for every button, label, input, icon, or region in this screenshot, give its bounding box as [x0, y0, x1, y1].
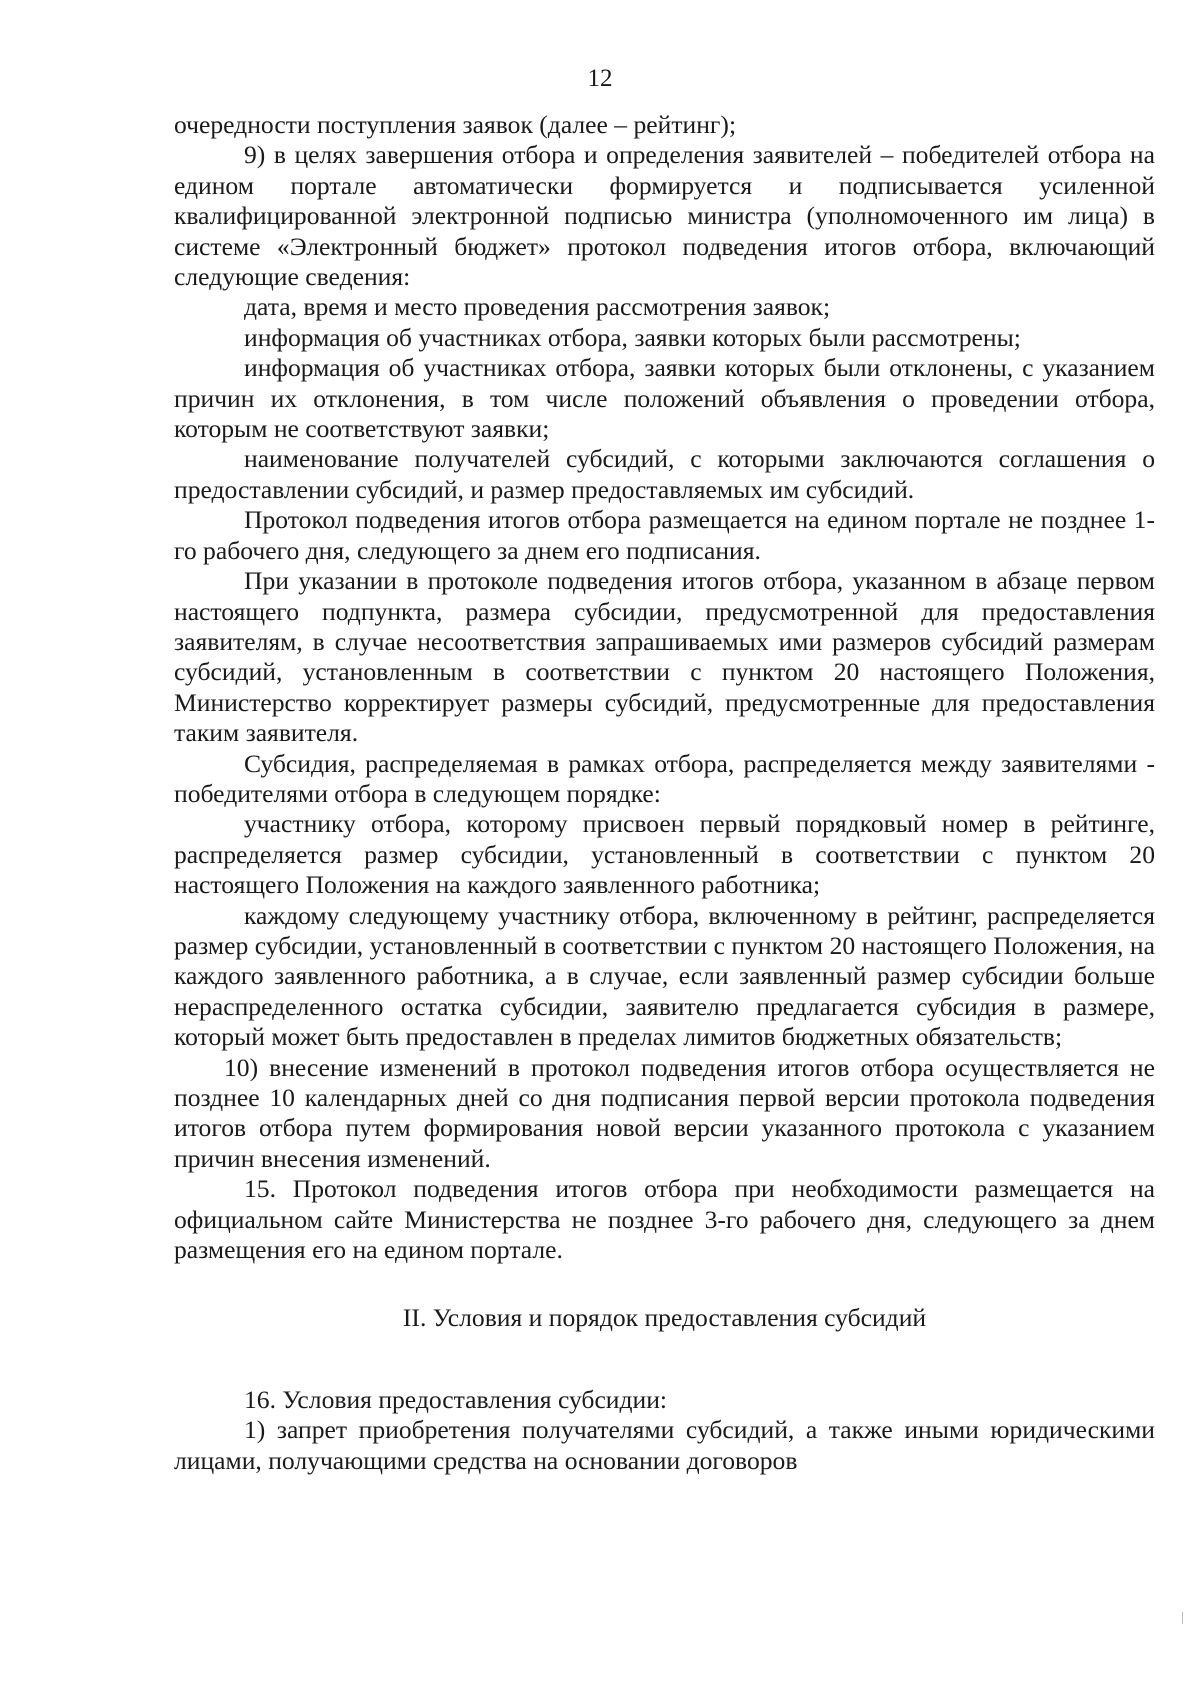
paragraph-protocol-rejected: информация об участниках отбора, заявки которых были отклонены, с указанием причин их отклонения, в том числе положений объявления о проведении отбора, которым не соответствуют заявки; [174, 353, 1155, 444]
paragraph-protocol-recipients: наименование получателей субсидий, с которыми заключаются соглашения о предоставлении субсидий, и размер предоставляемых им субсидий. [174, 444, 1155, 504]
page-number: 12 [587, 65, 613, 92]
section-title: II. Условия и порядок предоставления субсидий [402, 1303, 927, 1333]
paragraph-continuation: очередности поступления заявок (далее – рейтинг); [174, 110, 737, 139]
paragraph-first-participant: участнику отбора, которому присвоен первый порядковый номер в рейтинге, распределяется размер субсидии, установленный в соответствии с пунктом 20 настоящего Положения на каждого заявленного работника; [174, 809, 1155, 900]
paragraph-condition-1: 1) запрет приобретения получателями субсидий, а также иными юридическими лицами, получающими средства на основании договоров [174, 1415, 1155, 1475]
paragraph-item-10: 10) внесение изменений в протокол подведения итогов отбора осуществляется не позднее 10 календарных дней со дня подписания первой версии протокола подведения итогов отбора путем формирования новой версии указанного протокола с указанием причин внесения изменений. [174, 1052, 1155, 1173]
paragraph-point-15: 15. Протокол подведения итогов отбора при необходимости размещается на официальном сайте Министерства не позднее 3-го рабочего дня, следующего за днем размещения его на едином портале. [174, 1174, 1155, 1265]
paragraph-subsidy-correction: При указании в протоколе подведения итогов отбора, указанном в абзаце первом настоящего подпункта, размера субсидии, предусмотренной для предоставления заявителям, в случае несоответствия запрашиваемых ими размеров субсидий размерам субсидий, установленным в соответствии с пунктом 20 настоящего Положения, Министерство корректирует размеры субсидий, предусмотренные для предоставления таким заявителя. [174, 566, 1155, 748]
paragraph-next-participant: каждому следующему участнику отбора, включенному в рейтинг, распределяется размер субсидии, установленный в соответствии с пунктом 20 настоящего Положения, на каждого заявленного работника, а в случае, если заявленный размер субсидии больше нераспределенного остатка субсидии, заявителю предлагается субсидия в размере, который может быть предоставлен в пределах лимитов бюджетных обязательств; [174, 900, 1155, 1052]
paragraph-item-9: 9) в целях завершения отбора и определения заявителей – победителей отбора на едином портале автоматически формируется и подписывается усиленной квалифицированной электронной подписью министра (уполномоченного им лица) в системе «Электронный бюджет» протокол подведения итогов отбора, включающий следующие сведения: [174, 140, 1155, 292]
document-body [174, 110, 1155, 1476]
scan-edge-mark [1182, 1612, 1183, 1624]
paragraph-subsidy-distribution: Субсидия, распределяемая в рамках отбора, распределяется между заявителями - победителями отбора в следующем порядке: [174, 748, 1155, 808]
paragraph-protocol-date: дата, время и место проведения рассмотрения заявок; [244, 292, 831, 322]
paragraph-protocol-publication: Протокол подведения итогов отбора размещается на едином портале не позднее 1-го рабочего дня, следующего за днем его подписания. [174, 505, 1155, 565]
paragraph-protocol-reviewed: информация об участниках отбора, заявки которых были рассмотрены; [244, 322, 1021, 352]
paragraph-point-16: 16. Условия предоставления субсидии: [244, 1384, 668, 1414]
